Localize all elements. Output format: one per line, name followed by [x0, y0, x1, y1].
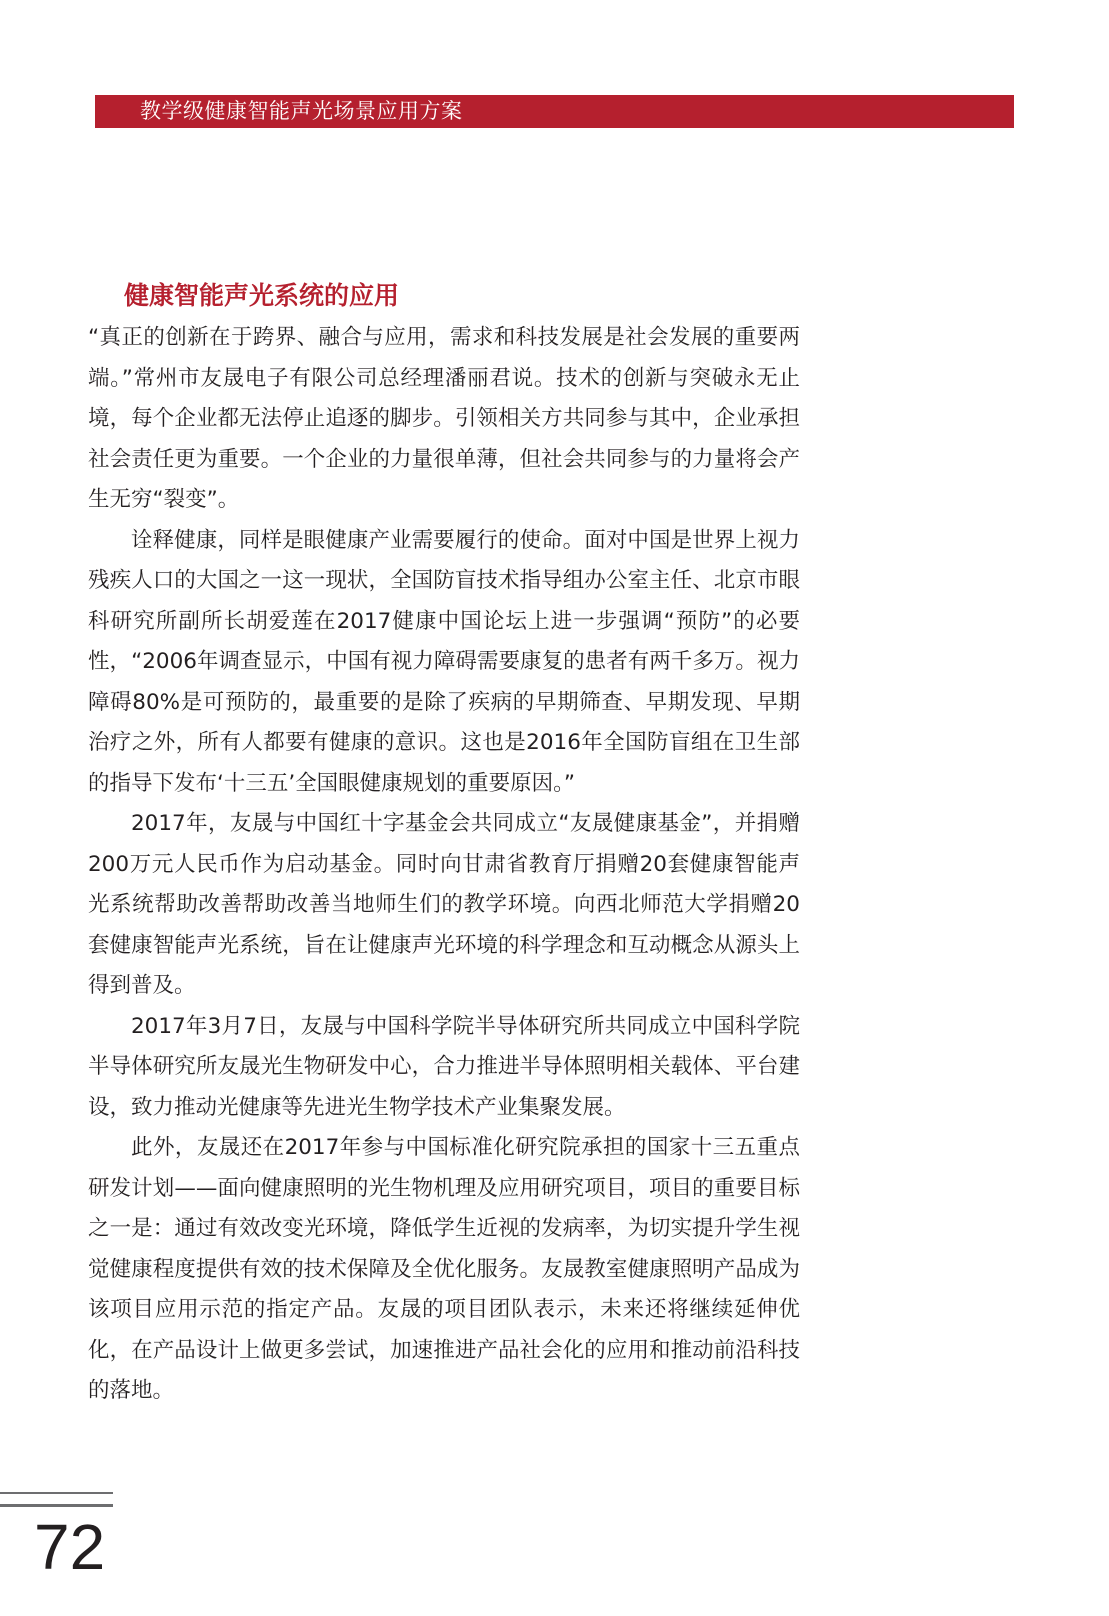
section-heading: 健康智能声光系统的应用 [124, 281, 400, 310]
page-number: 72 [34, 1511, 106, 1583]
paragraph-4: 2017年3月7日，友晟与中国科学院半导体研究所共同成立中国科学院半导体研究所友晟光生物研发中心，合力推进半导体照明相关载体、平台建设，致力推动光健康等先进光生物学技术产业集聚发展。 [88, 1013, 800, 1120]
header-title: 教学级健康智能声光场景应用方案 [140, 99, 463, 123]
paragraph-5: 此外，友晟还在2017年参与中国标准化研究院承担的国家十三五重点研发计划——面向健康照明的光生物机理及应用研究项目，项目的重要目标之一是：通过有效改变光环境，降低学生近视的发病率，为切实提升学生视觉健康程度提供有效的技术保障及全优化服务。友晟教室健康照明产品成为该项目应用示范的指定产品。友晟的项目团队表示，未来还将继续延伸优化，在产品设计上做更多尝试，加速推进产品社会化的应用和推动前沿科技的落地。 [88, 1135, 800, 1403]
body-text [88, 318, 800, 1412]
paragraph-2: 诠释健康，同样是眼健康产业需要履行的使命。面对中国是世界上视力残疾人口的大国之一这一现状，全国防盲技术指导组办公室主任、北京市眼科研究所副所长胡爱莲在2017健康中国论坛上进一步强调“预防”的必要性，“2006年调查显示，中国有视力障碍需要康复的患者有两千多万。视力障碍80%是可预防的，最重要的是除了疾病的早期筛查、早期发现、早期治疗之外，所有人都要有健康的意识。这也是2016年全国防盲组在卫生部的指导下发布‘十三五’全国眼健康规划的重要原因。” [88, 527, 800, 796]
paragraph-1: “真正的创新在于跨界、融合与应用，需求和科技发展是社会发展的重要两端。”常州市友晟电子有限公司总经理潘丽君说。技术的创新与突破永无止境，每个企业都无法停止追逐的脚步。引领相关方共同参与其中，企业承担社会责任更为重要。一个企业的力量很单薄，但社会共同参与的力量将会产生无穷“裂变”。 [88, 325, 800, 512]
header-bar [95, 95, 1014, 128]
paragraph-3: 2017年，友晟与中国红十字基金会共同成立“友晟健康基金”，并捐赠200万元人民币作为启动基金。同时向甘肃省教育厅捐赠20套健康智能声光系统帮助改善帮助改善当地师生们的教学环境。向西北师范大学捐赠20 套健康智能声光系统，旨在让健康声光环境的科学理念和互动概念从源头上得到普及。 [88, 811, 800, 998]
footer-rule-bottom [0, 1504, 113, 1507]
footer-rule-top [0, 1492, 113, 1494]
